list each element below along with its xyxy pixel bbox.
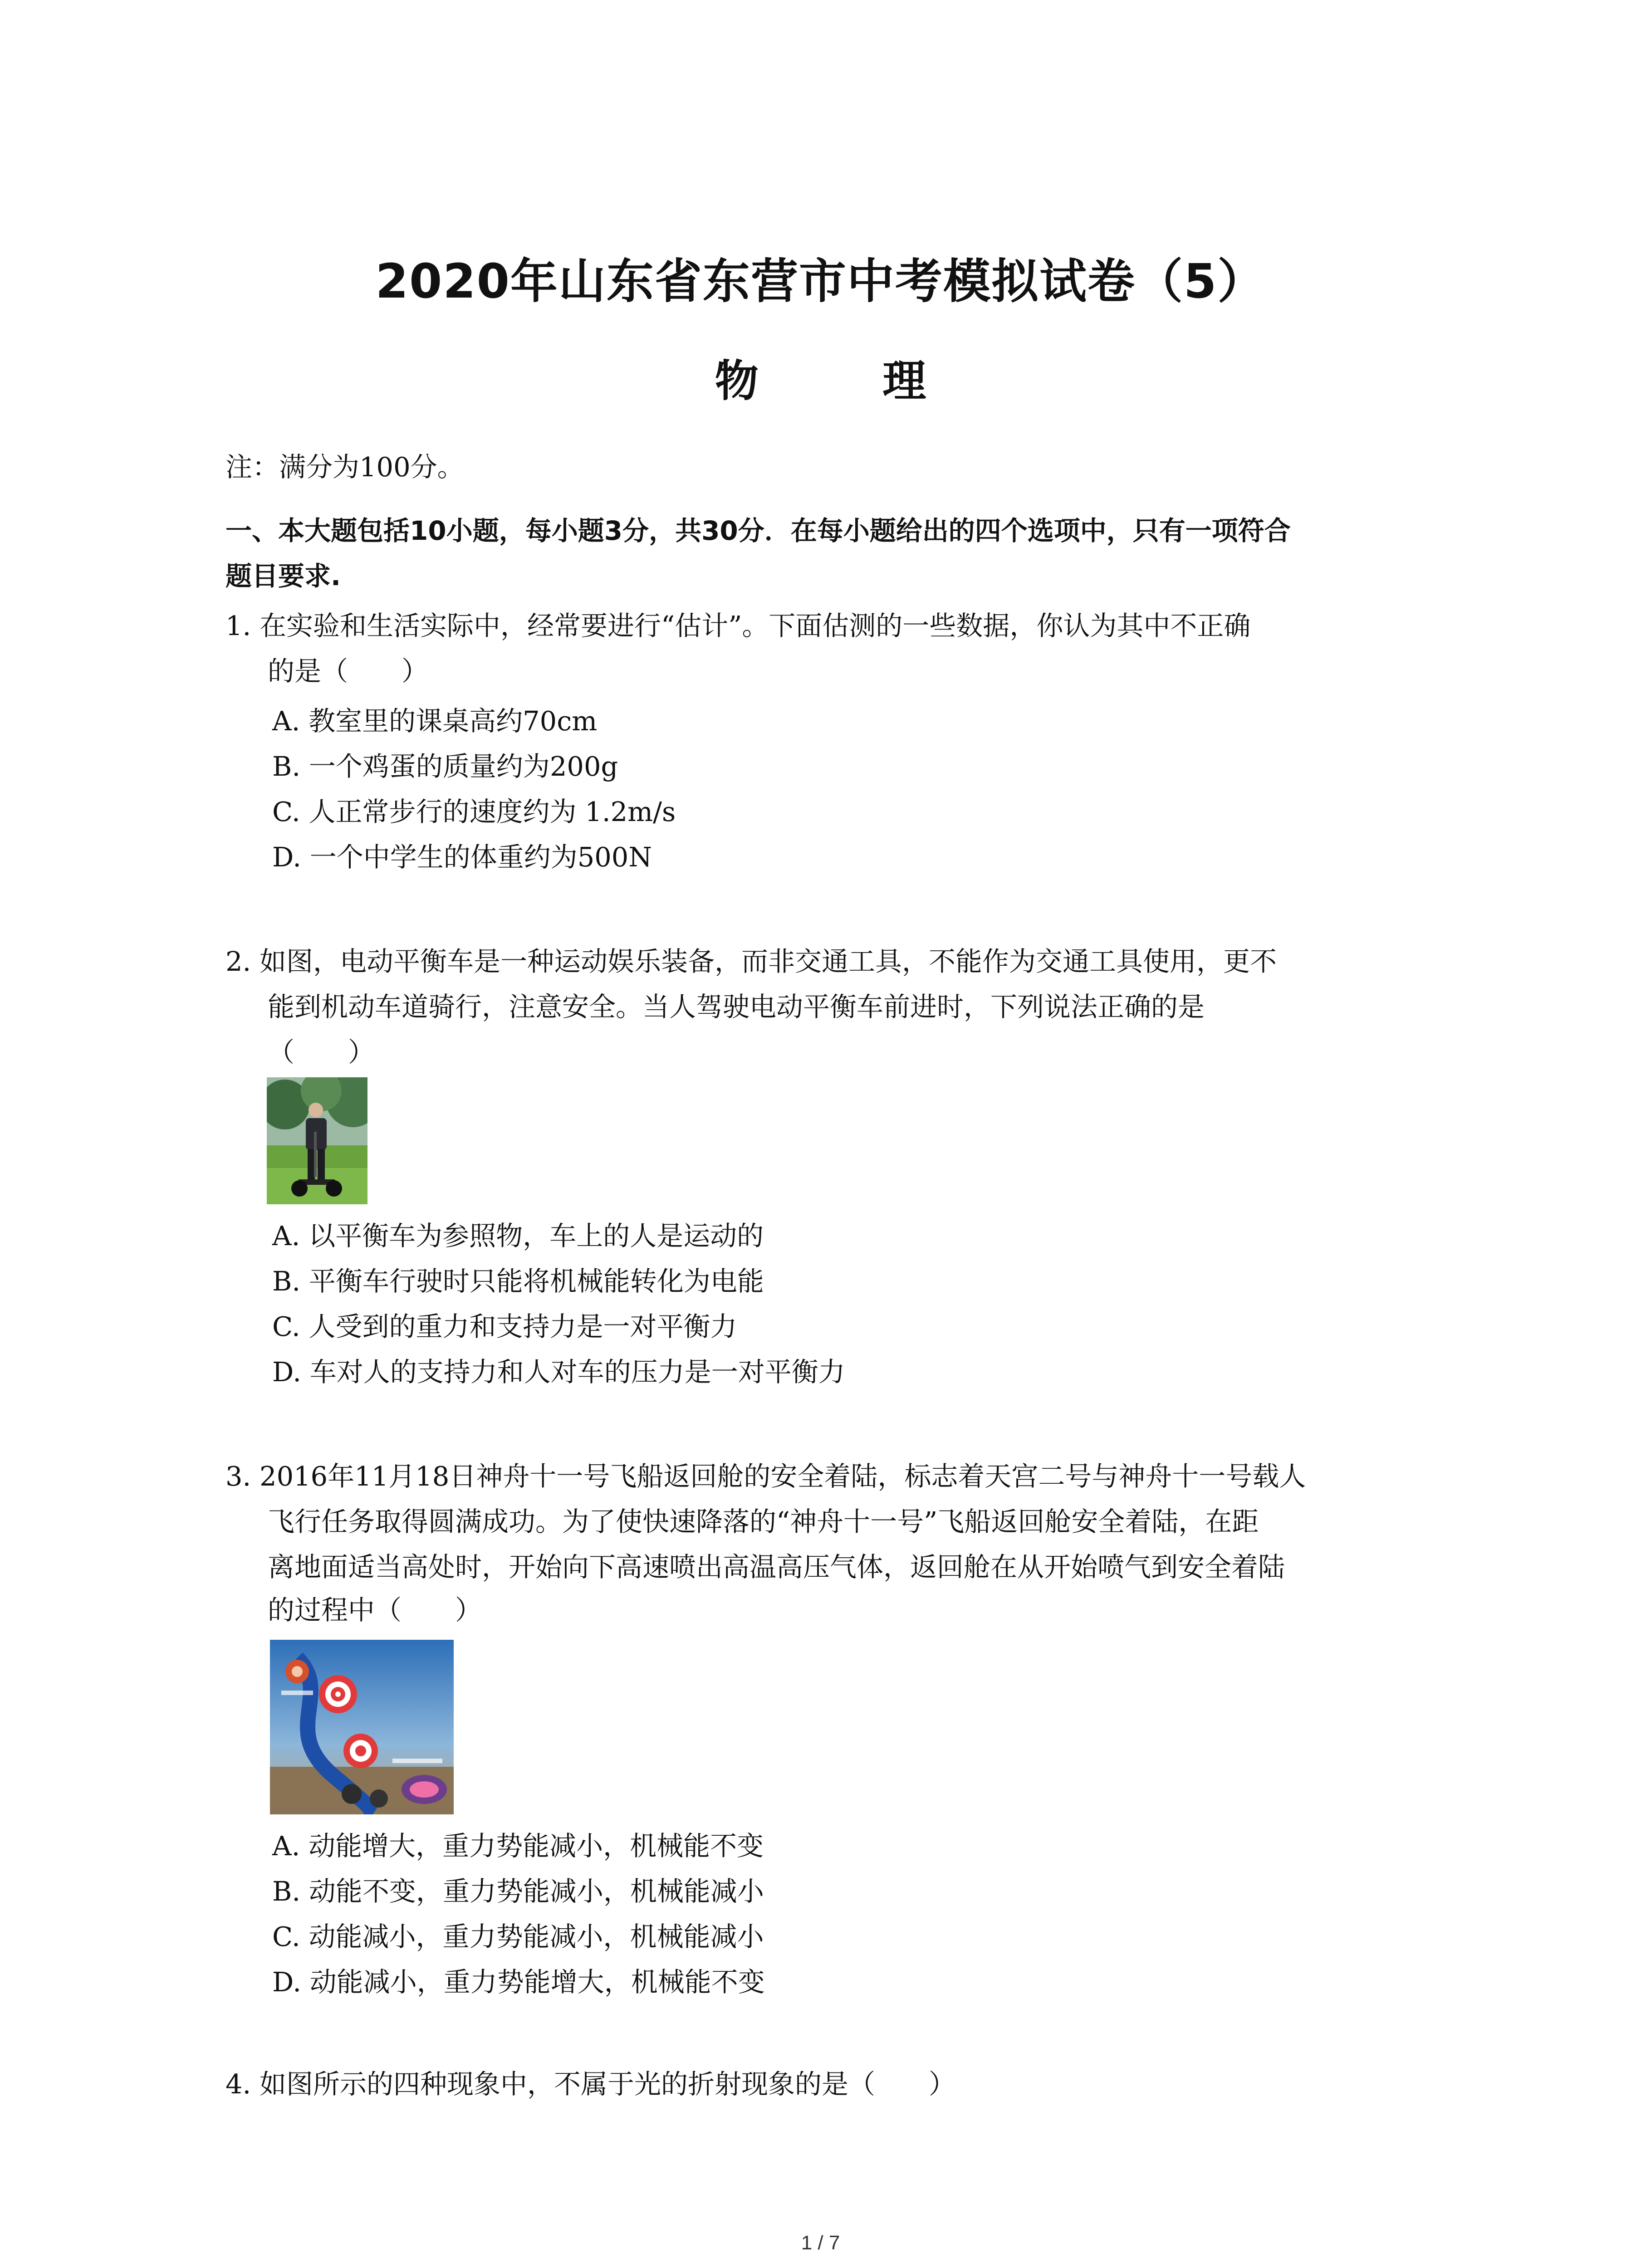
q1-option-b: B. 一个鸡蛋的质量约为200g bbox=[272, 751, 618, 782]
q3-option-a: A. 动能增大，重力势能减小，机械能不变 bbox=[272, 1830, 764, 1862]
balance-scooter-photo bbox=[267, 1077, 367, 1204]
return-capsule-diagram bbox=[270, 1640, 454, 1814]
q2-stem-line-2: 能到机动车道骑行，注意安全。当人驾驶电动平衡车前进时，下列说法正确的是 bbox=[268, 991, 1205, 1022]
q1-option-d: D. 一个中学生的体重约为500N bbox=[272, 841, 652, 873]
section-heading-line-1: 一、本大题包括10小题，每小题3分，共30分．在每小题给出的四个选项中，只有一项符合 bbox=[225, 515, 1291, 546]
q2-option-a: A. 以平衡车为参照物，车上的人是运动的 bbox=[272, 1220, 764, 1251]
q1-option-c: C. 人正常步行的速度约为 1.2m/s bbox=[272, 796, 676, 827]
q2-option-d: D. 车对人的支持力和人对车的压力是一对平衡力 bbox=[272, 1356, 845, 1388]
q3-stem-line-1: 3. 2016年11月18日神舟十一号飞船返回舱的安全着陆，标志着天宫二号与神舟十一号载人 bbox=[225, 1461, 1306, 1492]
score-note: 注：满分为100分。 bbox=[225, 451, 464, 483]
q3-stem-line-4: 的过程中（ ） bbox=[268, 1594, 482, 1626]
q1-option-a: A. 教室里的课桌高约70cm bbox=[272, 705, 598, 737]
q4-stem-line-1: 4. 如图所示的四种现象中，不属于光的折射现象的是（ ） bbox=[225, 2068, 956, 2100]
q1-stem-line-1: 1. 在实验和生活实际中，经常要进行“估计”。下面估测的一些数据，你认为其中不正确 bbox=[225, 610, 1251, 641]
exam-title: 2020年山东省东营市中考模拟试卷（5） bbox=[375, 254, 1266, 309]
q1-stem-line-2: 的是（ ） bbox=[268, 655, 429, 687]
q2-stem-line-3: （ ） bbox=[268, 1036, 375, 1068]
section-heading-line-2: 题目要求. bbox=[225, 561, 341, 591]
q2-option-b: B. 平衡车行驶时只能将机械能转化为电能 bbox=[272, 1266, 764, 1297]
exam-subject: 物 理 bbox=[715, 356, 981, 406]
q3-stem-line-3: 离地面适当高处时，开始向下高速喷出高温高压气体，返回舱在从开始喷气到安全着陆 bbox=[268, 1551, 1285, 1583]
page-number: 1 / 7 bbox=[801, 2232, 840, 2254]
q3-option-c: C. 动能减小，重力势能减小，机械能减小 bbox=[272, 1921, 764, 1952]
q2-option-c: C. 人受到的重力和支持力是一对平衡力 bbox=[272, 1311, 737, 1342]
q2-stem-line-1: 2. 如图，电动平衡车是一种运动娱乐装备，而非交通工具，不能作为交通工具使用，更不 bbox=[225, 946, 1277, 977]
q3-stem-line-2: 飞行任务取得圆满成功。为了使快速降落的“神舟十一号”飞船返回舱安全着陆，在距 bbox=[268, 1506, 1259, 1537]
q3-option-d: D. 动能减小，重力势能增大，机械能不变 bbox=[272, 1966, 765, 1998]
q3-option-b: B. 动能不变，重力势能减小，机械能减小 bbox=[272, 1876, 764, 1907]
